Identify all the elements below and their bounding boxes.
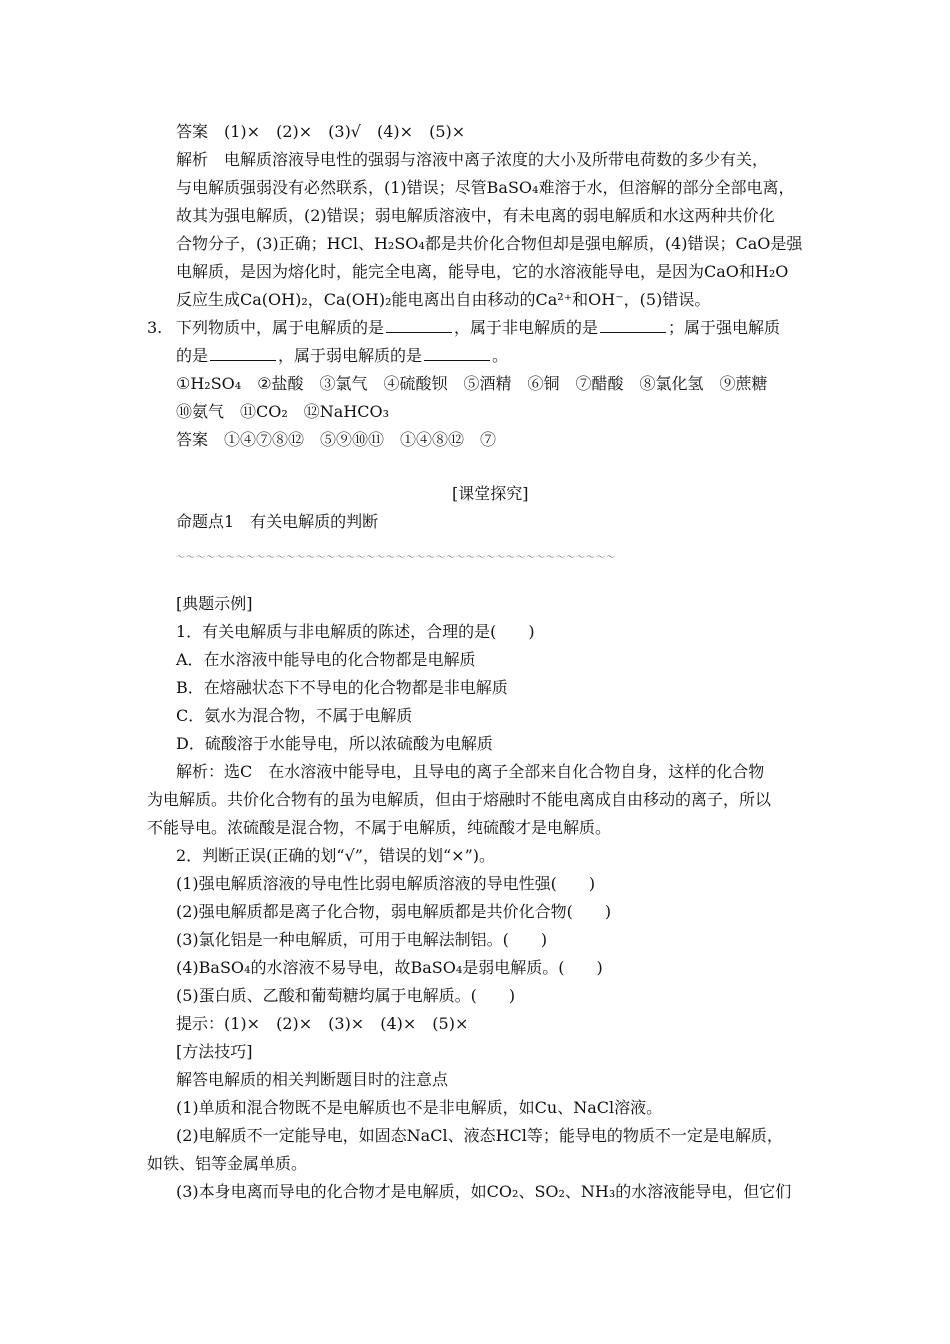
- example-2-stem: 2．判断正误(正确的划“√”，错误的划“×”)。: [176, 846, 495, 865]
- example-1-analysis: 解析：选C 在水溶液中能导电，且导电的离子全部来自化合物自身，这样的化合物: [176, 762, 765, 781]
- substance-list: ①H₂SO₄ ②盐酸 ③氯气 ④硫酸钡 ⑤酒精 ⑥铜 ⑦醋酸 ⑧氯化氢 ⑨蔗糖: [176, 374, 768, 393]
- option-c: C．氨水为混合物，不属于电解质: [176, 706, 413, 725]
- hint-line: 提示：(1)× (2)× (3)× (4)× (5)×: [176, 1014, 469, 1033]
- substance-list: ⑩氨气 ⑪CO₂ ⑫NaHCO₃: [176, 402, 390, 421]
- topic-title: 命题点1 有关电解质的判断: [176, 512, 379, 531]
- question-number: 3.: [147, 318, 163, 337]
- analysis-line: 与电解质强弱没有必然联系，(1)错误；尽管BaSO₄难溶于水，但溶解的部分全部电离，: [176, 178, 795, 197]
- question-3-line-2: [176, 342, 508, 370]
- method-label: [方法技巧]: [176, 1042, 253, 1061]
- answer-line-1: 答案 (1)× (2)× (3)√ (4)× (5)×: [176, 122, 466, 141]
- option-a: A．在水溶液中能导电的化合物都是电解质: [176, 650, 476, 669]
- analysis-line: 故其为强电解质，(2)错误；弱电解质溶液中，有未电离的弱电解质和水这两种共价化: [176, 206, 775, 225]
- answer-blank[interactable]: [600, 316, 666, 333]
- method-point-3: (3)本身电离而导电的化合物才是电解质，如CO₂、SO₂、NH₃的水溶液能导电，但它们: [176, 1182, 792, 1201]
- question-text: ；属于强电解质: [668, 318, 781, 337]
- wavy-divider: ～～～～～～～～～～～～～～～～～～～～～～～～～～～～～～～～～～～～～～～～～～～～: [176, 553, 617, 563]
- method-point-2: (2)电解质不一定能导电，如固态NaCl、液态HCl等；能导电的物质不一定是电解质，: [176, 1126, 783, 1145]
- analysis-line: 反应生成Ca(OH)₂，Ca(OH)₂能电离出自由移动的Ca²⁺和OH⁻，(5)错误。: [176, 290, 711, 309]
- question-text: 下列物质中，属于电解质的是: [176, 318, 385, 337]
- analysis-line: 电解质，是因为熔化时，能完全电离，能导电，它的水溶液能导电，是因为CaO和H₂O: [176, 262, 789, 281]
- example-label: [典题示例]: [176, 594, 253, 613]
- question-text: 的是: [176, 346, 209, 365]
- analysis-line: 合物分子，(3)正确；HCl、H₂SO₄都是共价化合物但却是强电解质，(4)错误；CaO是强: [176, 234, 803, 253]
- example-1-analysis: 为电解质。共价化合物有的虽为电解质，但由于熔融时不能电离成自由移动的离子，所以: [147, 790, 772, 809]
- question-text: 。: [492, 346, 509, 365]
- answer-blank[interactable]: [424, 344, 490, 361]
- answer-blank[interactable]: [386, 316, 452, 333]
- option-b: B．在熔融状态下不导电的化合物都是非电解质: [176, 678, 508, 697]
- judgement-item: (3)氯化铝是一种电解质，可用于电解法制铝。( ): [176, 930, 548, 949]
- method-point-2-cont: 如铁、铝等金属单质。: [147, 1154, 308, 1173]
- judgement-item: (4)BaSO₄的水溶液不易导电，故BaSO₄是弱电解质。( ): [176, 958, 603, 977]
- example-1-analysis: 不能导电。浓硫酸是混合物，不属于电解质，纯硫酸才是电解质。: [147, 818, 612, 837]
- method-point-1: (1)单质和混合物既不是电解质也不是非电解质，如Cu、NaCl溶液。: [176, 1098, 663, 1117]
- question-text: ，属于弱电解质的是: [278, 346, 423, 365]
- judgement-item: (1)强电解质溶液的导电性比弱电解质溶液的导电性强( ): [176, 874, 596, 893]
- analysis-line: 解析 电解质溶液导电性的强弱与溶液中离子浓度的大小及所带电荷数的多少有关，: [176, 150, 769, 169]
- answer-blank[interactable]: [210, 344, 276, 361]
- option-d: D．硫酸溶于水能导电，所以浓硫酸为电解质: [176, 734, 493, 753]
- section-title: [课堂探究]: [452, 484, 529, 503]
- question-3-line-1: [176, 314, 780, 342]
- method-title: 解答电解质的相关判断题目时的注意点: [176, 1070, 449, 1089]
- answer-line-3: 答案 ①④⑦⑧⑫ ⑤⑨⑩⑪ ①④⑧⑫ ⑦: [176, 430, 497, 449]
- question-text: ，属于非电解质的是: [454, 318, 599, 337]
- example-1-stem: 1．有关电解质与非电解质的陈述，合理的是( ): [176, 622, 535, 641]
- judgement-item: (5)蛋白质、乙酸和葡萄糖均属于电解质。( ): [176, 986, 516, 1005]
- judgement-item: (2)强电解质都是离子化合物，弱电解质都是共价化合物( ): [176, 902, 612, 921]
